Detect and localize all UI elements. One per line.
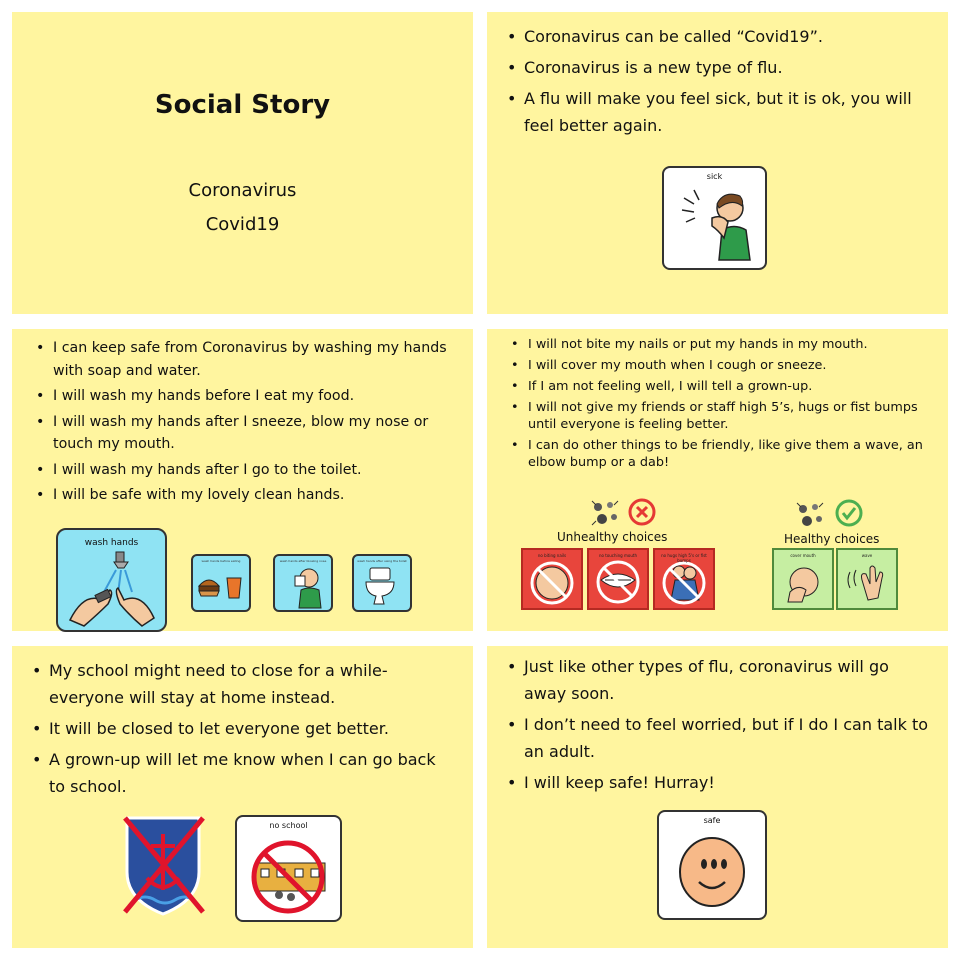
no-hugs-card <box>653 548 715 610</box>
no-school-label: no school <box>269 821 308 830</box>
bullet-item: • I will not give my friends or staff high 5’s, hugs or fist bumps until everyone is feeling better. <box>509 399 934 433</box>
unhealthy-choices-label: Unhealthy choices <box>557 530 668 544</box>
person-sneezing-icon <box>664 168 765 268</box>
germs-icon <box>588 497 622 527</box>
sick-card-label: sick <box>706 172 723 181</box>
cross-icon <box>628 498 656 526</box>
tick-icon <box>835 499 863 527</box>
bullet-item: • I will wash my hands after I go to the toilet. <box>34 459 454 482</box>
bullet-list <box>509 336 934 471</box>
bullet-item: • I can do other things to be friendly, like give them a wave, an elbow bump or a dab! <box>509 437 934 471</box>
bullet-item: • If I am not feeling well, I will tell a grown-up. <box>509 378 934 395</box>
bullet-item: • I don’t need to feel worried, but if I do I can talk to an adult. <box>505 711 930 765</box>
bullet-item: • A grown-up will let me know when I can go back to school. <box>30 746 450 800</box>
no-touching-mouth-card <box>587 548 649 610</box>
bullet-item: • I can keep safe from Coronavirus by washing my hands with soap and water. <box>34 337 454 382</box>
safe-label: safe <box>703 816 721 825</box>
wash-after-nose-card <box>273 554 333 612</box>
sick-card <box>662 166 767 270</box>
bullet-list <box>505 23 925 139</box>
bullet-item: • Just like other types of flu, coronavirus will go away soon. <box>505 653 930 707</box>
bullet-item: • I will wash my hands after I sneeze, blow my nose or touch my mouth. <box>34 411 454 456</box>
blow-nose-icon <box>275 556 331 610</box>
waving-hand-icon <box>838 550 896 608</box>
bullet-list <box>505 653 930 796</box>
cover-mouth-icon <box>774 550 832 608</box>
bullet-item: • I will not bite my nails or put my hands in my mouth. <box>509 336 934 353</box>
wash-hands-card <box>56 528 167 632</box>
story-title: Social Story <box>154 90 331 120</box>
card-label: no hugs high 5's or fist bumps <box>661 553 707 563</box>
subtitle-coronavirus: Coronavirus <box>188 180 297 201</box>
toilet-icon <box>354 556 410 610</box>
mini-card-label: wash hands before eating <box>201 559 241 563</box>
bullet-list <box>34 337 454 507</box>
no-biting-nails-icon <box>523 550 581 608</box>
wash-hands-label: wash hands <box>84 538 139 548</box>
bullet-item: • I will wash my hands before I eat my food. <box>34 385 454 408</box>
no-touching-mouth-icon <box>589 550 647 608</box>
no-school-icon <box>237 817 340 920</box>
no-biting-nails-card <box>521 548 583 610</box>
safe-card <box>657 810 767 920</box>
bullet-item: • My school might need to close for a while- everyone will stay at home instead. <box>30 657 450 711</box>
healthy-choices-label: Healthy choices <box>784 532 880 546</box>
no-school-card <box>235 815 342 922</box>
cover-mouth-card <box>772 548 834 610</box>
food-icon <box>193 556 249 610</box>
bullet-item: • I will be safe with my lovely clean hands. <box>34 484 454 507</box>
bullet-item: • I will keep safe! Hurray! <box>505 769 930 796</box>
mini-card-label: wash hands after blowing nose <box>279 559 327 563</box>
wave-card <box>836 548 898 610</box>
card-label: no touching mouth <box>599 553 637 558</box>
slide-title <box>12 12 473 314</box>
slide-what-is-coronavirus <box>487 12 948 314</box>
bullet-item: • A flu will make you feel sick, but it is ok, you will feel better again. <box>505 85 925 139</box>
bullet-item: • Coronavirus is a new type of flu. <box>505 54 925 81</box>
bullet-item: • It will be closed to let everyone get better. <box>30 715 450 742</box>
bullet-item: • I will cover my mouth when I cough or sneeze. <box>509 357 934 374</box>
smiling-face-icon <box>659 812 765 918</box>
germs-icon <box>793 499 827 529</box>
card-label: wave <box>861 553 873 558</box>
school-crest-crossed-icon <box>117 812 209 920</box>
wash-after-toilet-card <box>352 554 412 612</box>
wash-before-eating-card <box>191 554 251 612</box>
mini-card-label: wash hands after using the toilet <box>357 559 407 563</box>
bullet-list <box>30 657 450 800</box>
bullet-item: • Coronavirus can be called “Covid19”. <box>505 23 925 50</box>
subtitle-covid19: Covid19 <box>205 214 280 235</box>
slide-keep-safe <box>487 646 948 948</box>
card-label: no biting nails <box>537 553 567 558</box>
card-label: cover mouth <box>790 553 816 558</box>
